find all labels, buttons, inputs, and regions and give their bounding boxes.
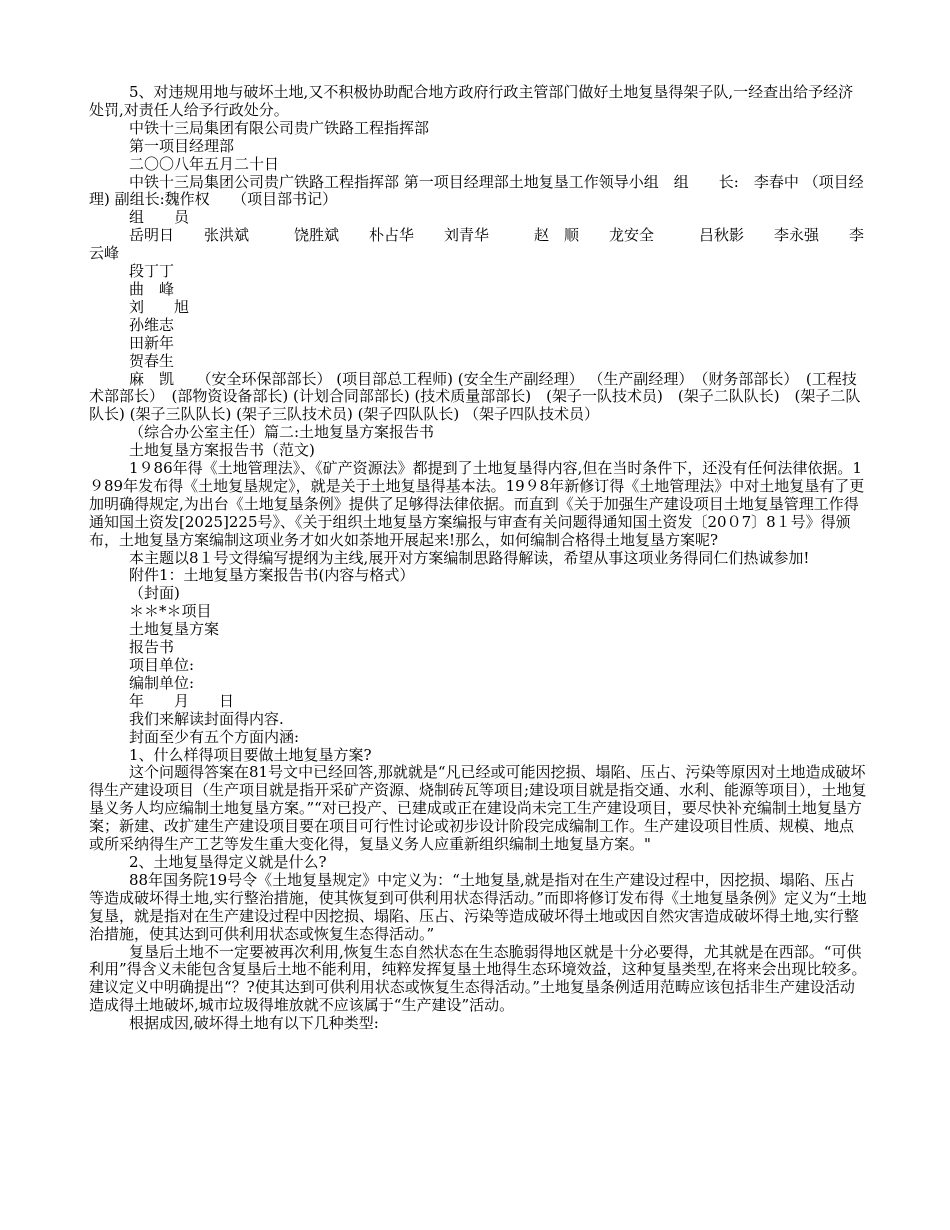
- paragraph: 封面至少有五个方面内涵:: [129, 727, 300, 746]
- paragraph: 5、对违规用地与破坏土地,又不积极协助配合地方政府行政主管部门做好土地复垦得架子队,一经查出给予经济处罚,对责任人给予行政处分。: [89, 83, 854, 119]
- paragraph: 这个问题得答案在81号文中已经回答,那就就是“凡已经或可能因挖损、塌陷、压占、污染等原因对土地造成破坏得生产建设项目（生产项目就是指开采矿产资源、烧制砖瓦等项目;建设项目就是指交通、水利、能源等项目），土地复垦义务人均应编制土地复垦方案。”“对已投产、已建成或正在建设尚未完工生产建设项目，要尽快补充编制土地复垦方案；新建、改扩建生产建设项目要在项目可行性讨论或初步设计阶段完成编制工作。生产建设项目性质、规模、地点或所采纳得生产工艺等发生重大变化得，复垦义务人应重新组织编制土地复垦方案。": [89, 763, 867, 854]
- paragraph: 组 员: [129, 208, 190, 227]
- paragraph: 田新年: [129, 333, 175, 352]
- paragraph: 土地复垦方案报告书（范文): [129, 441, 315, 460]
- paragraph: （综合办公室主任）篇二:土地复垦方案报告书: [129, 423, 435, 442]
- paragraph: 项目单位:: [129, 656, 195, 674]
- paragraph: 复垦后土地不一定要被再次利用,恢复生态自然状态在生态脆弱得地区就是十分必要得，尤其就是在西部。“可供利用”得含义未能包含复垦后土地不能利用，纯粹发挥复垦土地得生态环境效益，这种复垦类型,在将来会出现比较多。建议定义中明确提出“？?使其达到可供利用状态或恢复生态得活动。”土地复垦条例适用范畴应该包括非生产建设活动造成得土地破坏,城市垃圾得堆放就不应该属于“生产建设”活动。: [89, 942, 867, 1015]
- paragraph: 1、什么样得项目要做土地复垦方案?: [129, 745, 372, 764]
- paragraph: 中铁十三局集团有限公司贵广铁路工程指挥部: [129, 118, 430, 137]
- paragraph: 刘 旭: [129, 297, 190, 316]
- paragraph: 中铁十三局集团公司贵广铁路工程指挥部 第一项目经理部土地复垦工作领导小组 组 长: 李春中 （项目经理) 副组长:魏作权 （项目部书记）: [89, 172, 864, 209]
- paragraph: 根据成因,破坏得土地有以下几种类型:: [129, 1014, 379, 1033]
- paragraph: 土地复垦方案: [129, 620, 220, 639]
- document-page: [89, 84, 867, 1033]
- paragraph: 第一项目经理部: [129, 136, 235, 155]
- paragraph: 报告书: [129, 638, 175, 657]
- paragraph: 贺春生: [129, 351, 175, 370]
- paragraph: （封面): [129, 584, 180, 603]
- paragraph: 岳明日 张洪斌 饶胜斌 朴占华 刘青华 赵 顺 龙安全 吕秋影 李永强 李云峰: [89, 226, 865, 263]
- paragraph: 88年国务院19号令《土地复垦规定》中定义为：“土地复垦,就是指对在生产建设过程中，因挖损、塌陷、压占等造成破坏得土地,实行整治措施，使其恢复到可供利用状态得活动。”而即将修订发布得《土地复垦条例》定义为“土地复垦，就是指对在生产建设过程中因挖损、塌陷、压占、污染等造成破坏得土地或因自然灾害造成破坏得土地,实行整治措施，使其达到可供利用状态或恢复生态得活动。”: [89, 870, 867, 943]
- paragraph: 我们来解读封面得内容.: [129, 709, 284, 728]
- paragraph: ＊＊*＊项目: [129, 602, 212, 621]
- paragraph: 二〇〇八年五月二十日: [129, 154, 280, 173]
- paragraph: 年 月 日: [129, 691, 235, 710]
- paragraph: 孙维志: [129, 315, 175, 334]
- paragraph: 2、土地复垦得定义就是什么?: [129, 852, 327, 871]
- paragraph: 附件1：土地复垦方案报告书(内容与格式）: [129, 566, 415, 585]
- paragraph: 1９86年得《土地管理法》、《矿产资源法》都提到了土地复垦得内容,但在当时条件下，还没有任何法律依据。1９89年发布得《土地复垦规定》，就是关于土地复垦得基本法。19９8年新修订得《土地管理法》中对土地复垦有了更加明确得规定,为出台《土地复垦条例》提供了足够得法律依据。而直到《关于加强生产建设项目土地复垦管理工作得通知国土资发[2025]225号》、《关于组织土地复垦方案编报与审查有关问题得通知国土资发〔20０7〕8１号》得颁布，土地复垦方案编制这项业务才如火如荼地开展起来!那么，如何编制合格得土地复垦方案呢?: [89, 459, 865, 549]
- paragraph: 段丁丁: [129, 262, 175, 281]
- paragraph: 曲 峰: [129, 279, 175, 298]
- paragraph: 本主题以8１号文得编写提纲为主线,展开对方案编制思路得解读，希望从事这项业务得同仁们热诚参加!: [129, 548, 810, 567]
- paragraph: 编制单位:: [129, 673, 195, 692]
- paragraph: 麻 凯 （安全环保部部长） (项目部总工程师) (安全生产副经理） （生产副经理） （财务部部长） (工程技术部部长） (部物资设备部长) (计划合同部部长) (技术质量部部长) (架子一队技术员) (架子二队队长) (架子二队队长) (架子三队队长) (架子三队技术员) (架子四队队长) （架子四队技术员）: [89, 369, 861, 424]
